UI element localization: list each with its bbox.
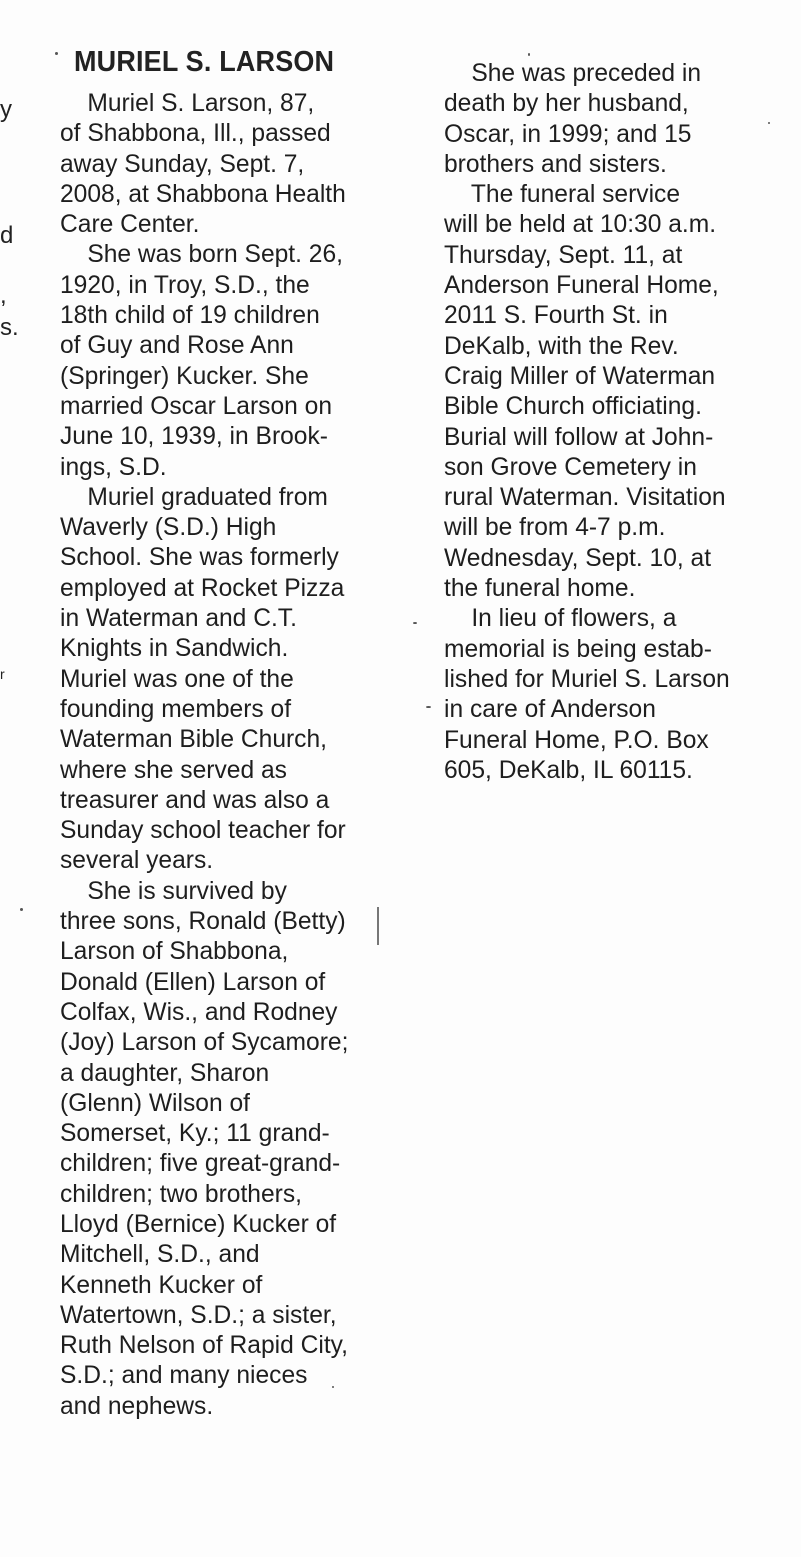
text-line: away Sunday, Sept. 7, <box>60 150 305 178</box>
text-line: three sons, Ronald (Betty) <box>60 908 346 936</box>
text-line: Lloyd (Bernice) Kucker of <box>60 1210 337 1238</box>
text-line: Colfax, Wis., and Rodney <box>60 998 338 1026</box>
text-line: Waterman Bible Church, <box>60 726 327 754</box>
text-line: in Waterman and C.T. <box>60 605 297 633</box>
text-line: School. She was formerly <box>60 544 339 572</box>
text-line: (Glenn) Wilson of <box>60 1089 250 1117</box>
text-line: Oscar, in 1999; and 15 <box>444 120 692 148</box>
text-line: death by her husband, <box>444 90 689 118</box>
text-line: ings, S.D. <box>60 453 167 481</box>
text-line: Anderson Funeral Home, <box>444 272 719 300</box>
text-line: lished for Muriel S. Larson <box>444 665 730 693</box>
text-line: 605, DeKalb, IL 60115. <box>444 756 693 784</box>
text-line: employed at Rocket Pizza <box>60 574 345 602</box>
text-line: S.D.; and many nieces <box>60 1362 308 1390</box>
print-speck <box>413 622 417 624</box>
text-line: Mitchell, S.D., and <box>60 1241 260 1269</box>
text-line: treasurer and was also a <box>60 786 330 814</box>
text-line: Bible Church officiating. <box>444 393 702 421</box>
text-line: children; five great-grand- <box>60 1150 341 1178</box>
text-line: Funeral Home, P.O. Box <box>444 726 709 754</box>
text-line: Craig Miller of Waterman <box>444 362 716 390</box>
obituary-headline: MURIEL S. LARSON <box>74 46 335 78</box>
text-line: of Shabbona, Ill., passed <box>60 120 331 148</box>
text-line: brothers and sisters. <box>444 150 667 178</box>
print-speck <box>20 908 23 911</box>
text-line: She is survived by <box>60 877 287 905</box>
text-line: Muriel S. Larson, 87, <box>60 90 315 117</box>
text-line: of Guy and Rose Ann <box>60 332 294 360</box>
text-line: will be from 4-7 p.m. <box>444 514 666 542</box>
text-line: June 10, 1939, in Brook- <box>60 423 328 451</box>
text-line: married Oscar Larson on <box>60 392 333 420</box>
edge-fragment: s. <box>0 314 19 341</box>
text-line: 2008, at Shabbona Health <box>60 180 346 208</box>
text-line: Muriel was one of the <box>60 665 294 693</box>
text-line: Ruth Nelson of Rapid City, <box>60 1332 348 1360</box>
adjacent-column-fragments <box>0 0 19 1557</box>
text-line: Kenneth Kucker of <box>60 1271 263 1299</box>
print-speck <box>426 706 431 708</box>
edge-fragment: d <box>0 222 14 249</box>
text-line: Knights in Sandwich. <box>60 635 289 663</box>
text-line: Sunday school teacher for <box>60 817 346 845</box>
text-line: the funeral home. <box>444 575 636 603</box>
text-line: Wednesday, Sept. 10, at <box>444 544 712 572</box>
edge-fragment: , <box>0 282 7 309</box>
text-line: The funeral service <box>444 181 681 209</box>
text-line: 2011 S. Fourth St. in <box>444 302 668 330</box>
text-line: Somerset, Ky.; 11 grand- <box>60 1120 330 1148</box>
text-line: several years. <box>60 847 214 875</box>
text-line: Muriel graduated from <box>60 483 328 511</box>
text-line: in care of Anderson <box>444 696 656 724</box>
text-line: Waverly (S.D.) High <box>60 514 277 542</box>
text-line: where she served as <box>60 756 287 784</box>
text-line: rural Waterman. Visitation <box>444 484 726 512</box>
text-line: Care Center. <box>60 211 200 239</box>
text-line: In lieu of flowers, a <box>444 605 677 633</box>
text-line: children; two brothers, <box>60 1180 302 1208</box>
text-line: She was born Sept. 26, <box>60 241 343 269</box>
print-speck <box>528 53 530 56</box>
text-line: Watertown, S.D.; a sister, <box>60 1301 337 1329</box>
right-text-column <box>444 59 774 786</box>
text-line: founding members of <box>60 695 292 723</box>
text-line: Thursday, Sept. 11, at <box>444 241 683 269</box>
text-line: (Springer) Kucker. She <box>60 362 309 390</box>
text-line: and nephews. <box>60 1392 214 1420</box>
text-line: son Grove Cemetery in <box>444 453 697 481</box>
print-speck <box>55 52 58 55</box>
text-line: Burial will follow at John- <box>444 423 714 451</box>
text-line: Donald (Ellen) Larson of <box>60 968 326 996</box>
text-line: memorial is being estab- <box>444 635 712 663</box>
edge-fragment: y <box>0 96 12 123</box>
text-line: 18th child of 19 children <box>60 302 320 330</box>
text-line: 1920, in Troy, S.D., the <box>60 271 310 299</box>
text-line: a daughter, Sharon <box>60 1059 270 1087</box>
left-text-column <box>60 89 405 1422</box>
text-line: Larson of Shabbona, <box>60 938 289 966</box>
print-speck <box>768 122 770 124</box>
print-speck <box>377 907 379 945</box>
print-speck <box>332 1386 334 1388</box>
text-line: DeKalb, with the Rev. <box>444 332 679 360</box>
text-line: (Joy) Larson of Sycamore; <box>60 1029 349 1057</box>
text-line: She was preceded in <box>444 60 702 87</box>
edge-fragment: r <box>0 666 5 682</box>
text-line: will be held at 10:30 a.m. <box>444 211 717 239</box>
